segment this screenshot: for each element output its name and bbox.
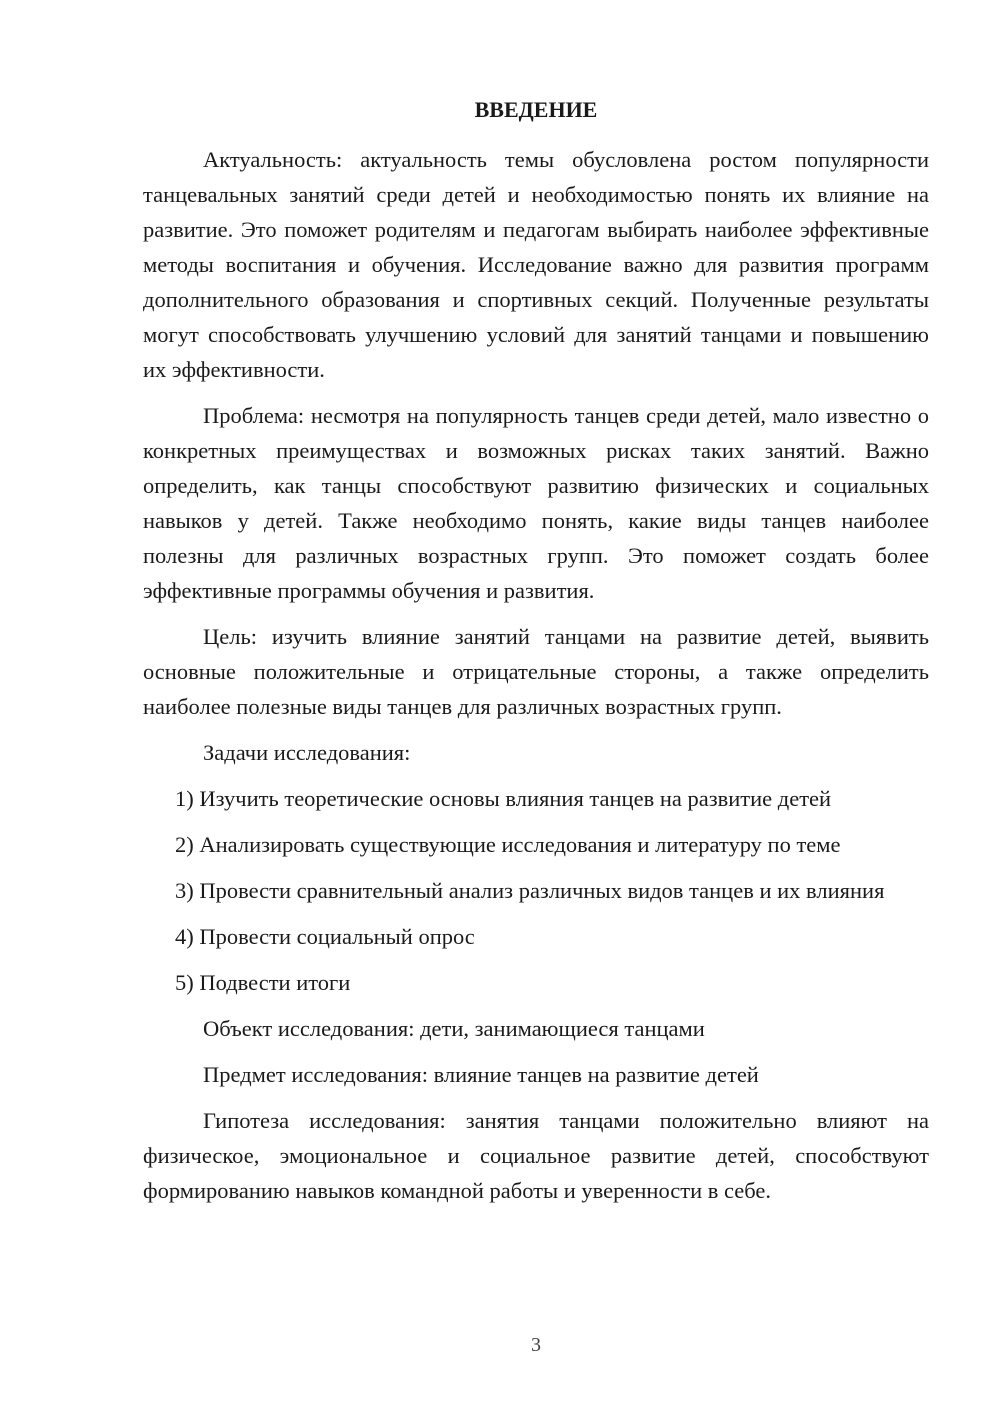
relevance-paragraph: Актуальность: актуальность темы обусловлена ростом популярности танцевальных занятий среди детей и необходимостью понять их влияние на развитие. Это поможет родителям и педагогам выбирать наиболее эффективные методы воспитания и обучения. Исследование важно для развития программ дополнительного образования и спортивных секций. Полученные результаты могут способствовать улучшению условий для занятий танцами и повышению их эффективности.: [143, 147, 929, 382]
research-object: Объект исследования: дети, занимающиеся танцами: [203, 1016, 705, 1041]
task-item-5: 5) Подвести итоги: [175, 970, 351, 995]
research-subject: Предмет исследования: влияние танцев на развитие детей: [203, 1062, 759, 1087]
tasks-heading: Задачи исследования:: [203, 740, 411, 765]
document-page: [143, 94, 929, 1208]
task-item-3: 3) Провести сравнительный анализ различных видов танцев и их влияния: [175, 878, 885, 903]
research-hypothesis: Гипотеза исследования: занятия танцами положительно влияют на физическое, эмоциональное и социальное развитие детей, способствуют формированию навыков командной работы и уверенности в себе.: [143, 1108, 929, 1203]
task-item-1: 1) Изучить теоретические основы влияния танцев на развитие детей: [175, 786, 832, 811]
page-number: 3: [531, 1334, 541, 1356]
task-item-2: 2) Анализировать существующие исследования и литературу по теме: [175, 832, 841, 857]
goal-paragraph: Цель: изучить влияние занятий танцами на развитие детей, выявить основные положительные и отрицательные стороны, а также определить наиболее полезные виды танцев для различных возрастных групп.: [143, 624, 929, 719]
section-heading: ВВЕДЕНИЕ: [474, 97, 598, 122]
task-item-4: 4) Провести социальный опрос: [175, 924, 475, 949]
problem-paragraph: Проблема: несмотря на популярность танцев среди детей, мало известно о конкретных преимуществах и возможных рисках таких занятий. Важно определить, как танцы способствуют развитию физических и социальных навыков у детей. Также необходимо понять, какие виды танцев наиболее полезны для различных возрастных групп. Это поможет создать более эффективные программы обучения и развития.: [143, 403, 929, 603]
